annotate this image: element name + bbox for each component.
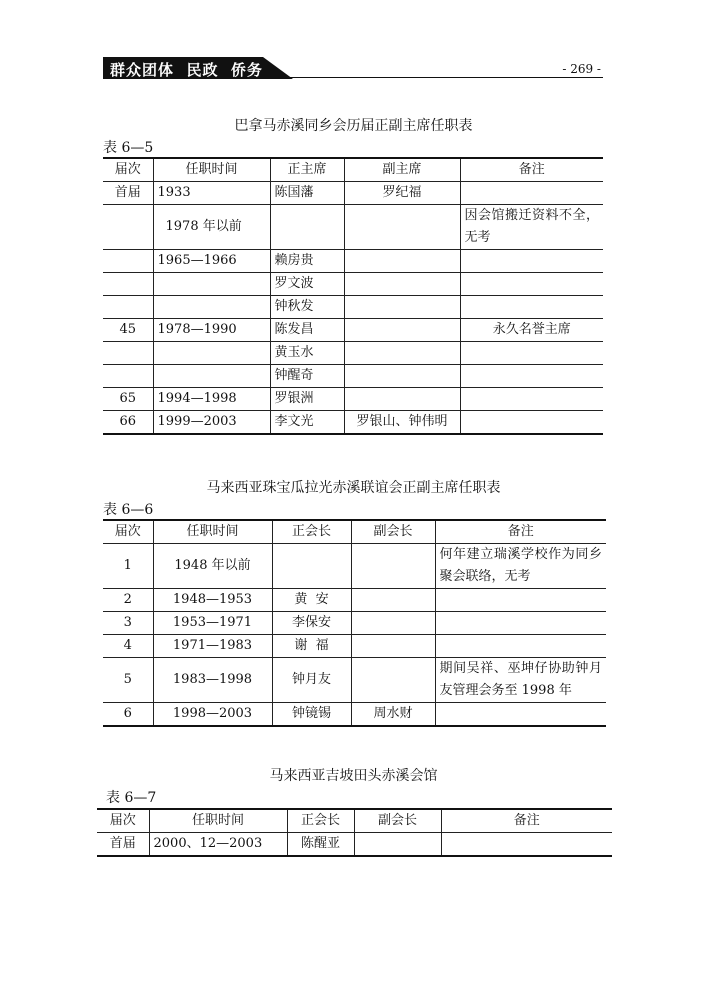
session-cell: 45 — [103, 319, 153, 342]
note-cell: 何年建立瑞溪学校作为同乡聚会联络，无考 — [435, 544, 606, 589]
table-row — [103, 319, 603, 342]
vice-cell — [351, 612, 435, 635]
table2-col-vice: 副会长 — [351, 520, 435, 544]
term-cell: 1948 年以前 — [153, 544, 272, 589]
session-cell: 首届 — [103, 182, 153, 205]
table-row — [103, 273, 603, 296]
note-cell — [435, 612, 606, 635]
vice-cell — [344, 250, 460, 273]
vice-cell — [351, 589, 435, 612]
table1-col-chair: 正主席 — [270, 158, 344, 182]
table1-col-term: 任职时间 — [153, 158, 270, 182]
term-cell: 2000、12—2003 — [149, 833, 287, 857]
chair-cell: 钟月友 — [272, 658, 351, 703]
table-row — [103, 544, 606, 589]
note-cell — [460, 273, 603, 296]
note-cell — [435, 703, 606, 727]
header-rule — [285, 77, 603, 78]
term-cell: 1953—1971 — [153, 612, 272, 635]
chair-cell: 陈发昌 — [270, 319, 344, 342]
term-cell — [153, 273, 270, 296]
table1-title: 巴拿马赤溪同乡会历届正副主席任职表 — [234, 118, 473, 134]
note-cell: 期间吴祥、巫坤仔协助钟月友管理会务至 1998 年 — [435, 658, 606, 703]
term-cell — [153, 365, 270, 388]
table3-col-chair: 正会长 — [287, 809, 354, 833]
chair-cell: 李文光 — [270, 411, 344, 435]
vice-cell — [344, 388, 460, 411]
note-cell — [460, 388, 603, 411]
vice-cell: 罗纪福 — [344, 182, 460, 205]
session-cell: 5 — [103, 658, 153, 703]
table-row — [103, 250, 603, 273]
session-cell: 65 — [103, 388, 153, 411]
vice-cell — [344, 273, 460, 296]
chapter-header-title: 群众团体 民政 侨务 — [110, 61, 263, 79]
term-cell: 1971—1983 — [153, 635, 272, 658]
table-row — [103, 589, 606, 612]
note-cell — [460, 182, 603, 205]
page-number: - 269 - — [562, 62, 601, 76]
vice-cell — [344, 296, 460, 319]
note-cell — [460, 342, 603, 365]
note-cell — [460, 365, 603, 388]
table1-col-note: 备注 — [460, 158, 603, 182]
note-cell — [435, 635, 606, 658]
session-cell: 6 — [103, 703, 153, 727]
session-cell — [103, 273, 153, 296]
table-row — [103, 182, 603, 205]
note-cell — [435, 589, 606, 612]
chair-cell: 罗银洲 — [270, 388, 344, 411]
table3-col-term: 任职时间 — [149, 809, 287, 833]
table1-col-vice: 副主席 — [344, 158, 460, 182]
table3-col-vice: 副会长 — [354, 809, 441, 833]
session-cell — [103, 365, 153, 388]
note-cell: 因会馆搬迁资料不全，无考 — [460, 205, 603, 250]
session-cell: 66 — [103, 411, 153, 435]
table1-col-session: 届次 — [103, 158, 153, 182]
table2-col-session: 届次 — [103, 520, 153, 544]
vice-cell: 罗银山、钟伟明 — [344, 411, 460, 435]
session-cell: 3 — [103, 612, 153, 635]
session-cell: 2 — [103, 589, 153, 612]
note-cell — [460, 411, 603, 435]
chair-cell: 钟镜锡 — [272, 703, 351, 727]
note-cell — [460, 250, 603, 273]
session-cell: 首届 — [97, 833, 149, 857]
table-row — [103, 365, 603, 388]
table3 — [97, 808, 612, 857]
vice-cell — [351, 658, 435, 703]
term-cell: 1983—1998 — [153, 658, 272, 703]
chair-cell: 黄玉水 — [270, 342, 344, 365]
table1-label: 表 6—5 — [103, 140, 154, 156]
chair-cell: 罗文波 — [270, 273, 344, 296]
table2-col-chair: 正会长 — [272, 520, 351, 544]
chair-cell: 黄 安 — [272, 589, 351, 612]
table1 — [103, 157, 603, 435]
table2-label: 表 6—6 — [103, 502, 154, 518]
table-row — [103, 388, 603, 411]
term-cell — [153, 296, 270, 319]
chair-cell: 陈醒亚 — [287, 833, 354, 857]
table-row — [103, 635, 606, 658]
table2-header-row — [103, 520, 606, 544]
table2-col-note: 备注 — [435, 520, 606, 544]
chair-cell: 钟醒奇 — [270, 365, 344, 388]
note-cell — [441, 833, 612, 857]
session-cell: 1 — [103, 544, 153, 589]
chair-cell: 赖房贵 — [270, 250, 344, 273]
session-cell — [103, 342, 153, 365]
vice-cell — [351, 544, 435, 589]
term-cell: 1999—2003 — [153, 411, 270, 435]
session-cell — [103, 296, 153, 319]
table3-col-note: 备注 — [441, 809, 612, 833]
table-row — [103, 658, 606, 703]
session-cell: 4 — [103, 635, 153, 658]
chair-cell — [270, 205, 344, 250]
vice-cell: 周水财 — [351, 703, 435, 727]
session-cell — [103, 205, 153, 250]
table-row — [103, 411, 603, 435]
term-cell: 1998—2003 — [153, 703, 272, 727]
table-row — [97, 833, 612, 857]
table-row — [103, 296, 603, 319]
table2 — [103, 519, 606, 727]
chair-cell — [272, 544, 351, 589]
note-cell: 永久名誉主席 — [460, 319, 603, 342]
table2-title: 马来西亚珠宝瓜拉光赤溪联谊会正副主席任职表 — [206, 480, 501, 496]
table1-header-row — [103, 158, 603, 182]
table3-label: 表 6—7 — [106, 790, 157, 806]
term-cell: 1978—1990 — [153, 319, 270, 342]
vice-cell — [344, 365, 460, 388]
chair-cell: 陈国藩 — [270, 182, 344, 205]
vice-cell — [344, 342, 460, 365]
note-cell — [460, 296, 603, 319]
term-cell — [153, 342, 270, 365]
vice-cell — [351, 635, 435, 658]
vice-cell — [354, 833, 441, 857]
term-cell: 1994—1998 — [153, 388, 270, 411]
chair-cell: 谢 福 — [272, 635, 351, 658]
chair-cell: 钟秋发 — [270, 296, 344, 319]
table3-col-session: 届次 — [97, 809, 149, 833]
session-cell — [103, 250, 153, 273]
table3-header-row — [97, 809, 612, 833]
term-cell: 1965—1966 — [153, 250, 270, 273]
vice-cell — [344, 205, 460, 250]
vice-cell — [344, 319, 460, 342]
chair-cell: 李保安 — [272, 612, 351, 635]
term-cell: 1978 年以前 — [153, 205, 270, 250]
table-row — [103, 205, 603, 250]
table-row — [103, 703, 606, 727]
table3-title: 马来西亚吉坡田头赤溪会馆 — [269, 768, 438, 784]
term-cell: 1948—1953 — [153, 589, 272, 612]
table-row — [103, 612, 606, 635]
term-cell: 1933 — [153, 182, 270, 205]
table2-col-term: 任职时间 — [153, 520, 272, 544]
table-row — [103, 342, 603, 365]
